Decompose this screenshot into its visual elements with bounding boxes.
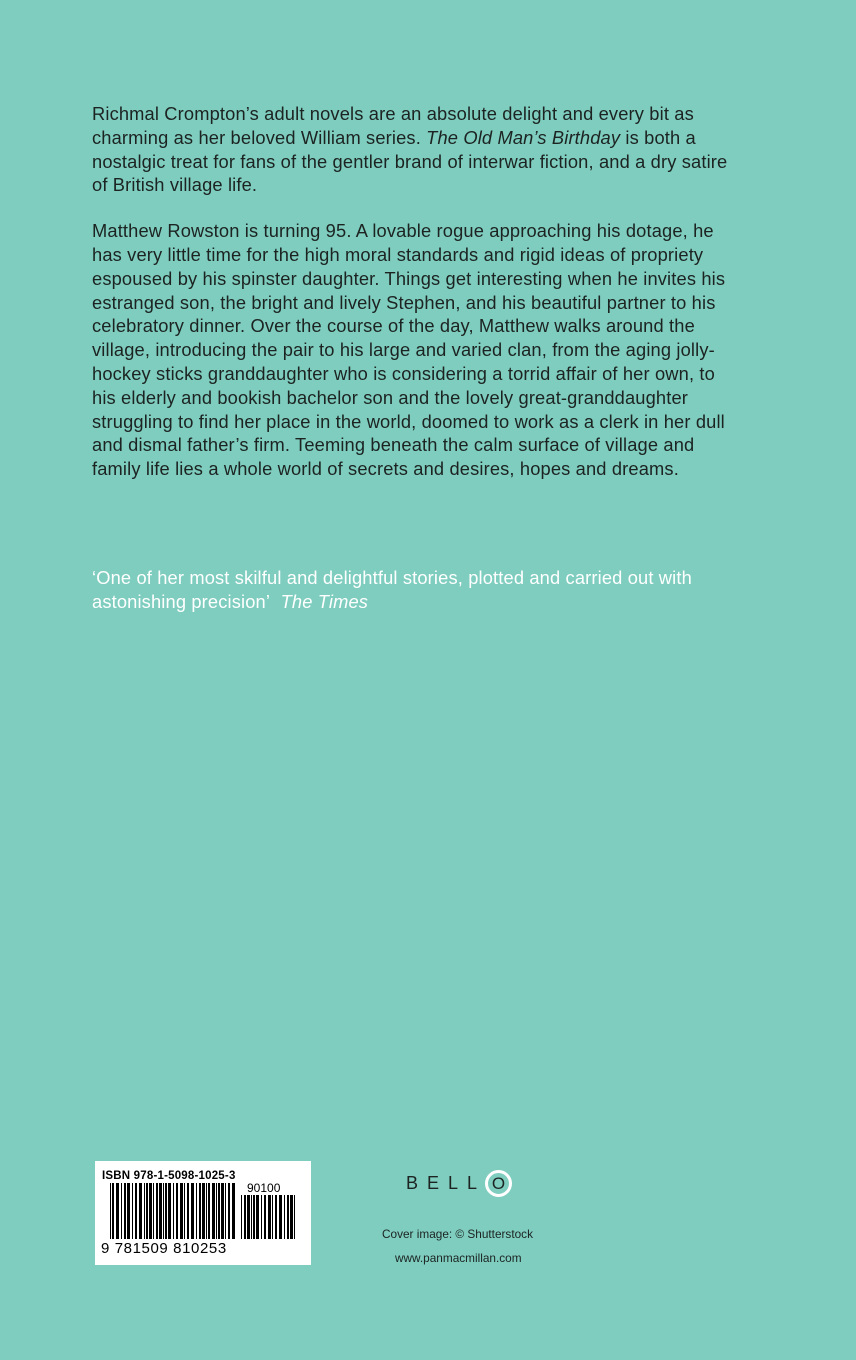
barcode-stripe <box>112 1183 114 1239</box>
isbn-label: ISBN 978-1-5098-1025-3 <box>102 1170 236 1182</box>
barcode-stripe <box>196 1183 197 1239</box>
barcode-stripe <box>208 1183 210 1239</box>
blurb-p1-start: Richmal Crompton’s adult novels are an absolute delight and every bit as charming as her beloved William series. <box>92 103 694 148</box>
barcode-stripe <box>244 1195 246 1239</box>
blurb-paragraph-1 <box>92 102 732 197</box>
barcode-stripe <box>173 1183 174 1239</box>
barcode-stripe <box>206 1183 207 1239</box>
review-quote <box>92 566 732 614</box>
barcode-stripe <box>163 1183 164 1239</box>
logo-o-letter: O <box>491 1173 506 1193</box>
book-title: The Old Man’s Birthday <box>426 126 621 148</box>
barcode-stripe <box>191 1183 194 1239</box>
logo-o-circle-icon <box>485 1170 512 1197</box>
barcode-stripe <box>264 1195 266 1239</box>
barcode-stripe <box>110 1183 111 1239</box>
publisher-logo <box>406 1166 512 1200</box>
barcode-stripe <box>202 1183 205 1239</box>
barcode-stripe <box>139 1183 142 1239</box>
barcode-addon-bars <box>241 1195 297 1239</box>
barcode-stripe <box>121 1183 122 1239</box>
barcode-stripe <box>149 1183 152 1239</box>
barcode-stripe <box>135 1183 137 1239</box>
barcode-stripe <box>253 1195 255 1239</box>
barcode-stripe <box>168 1183 171 1239</box>
barcode-stripe <box>287 1195 289 1239</box>
barcode-stripe <box>272 1195 273 1239</box>
barcode-stripe <box>228 1183 230 1239</box>
barcode-stripe <box>180 1183 183 1239</box>
isbn-barcode <box>95 1161 311 1265</box>
barcode-stripe <box>165 1183 167 1239</box>
blurb <box>92 102 732 503</box>
barcode-stripe <box>294 1195 295 1239</box>
barcode-stripe <box>146 1183 148 1239</box>
barcode-stripe <box>268 1195 271 1239</box>
barcode-stripe <box>256 1195 259 1239</box>
barcode-stripe <box>184 1183 185 1239</box>
publisher-website: www.panmacmillan.com <box>395 1251 522 1265</box>
barcode-stripe <box>261 1195 262 1239</box>
barcode-stripe <box>225 1183 226 1239</box>
barcode-stripe <box>218 1183 220 1239</box>
barcode-stripe <box>127 1183 130 1239</box>
barcode-stripe <box>221 1183 224 1239</box>
barcode-stripe <box>241 1195 242 1239</box>
barcode-stripe <box>290 1195 293 1239</box>
barcode-stripe <box>132 1183 133 1239</box>
barcode-stripe <box>216 1183 217 1239</box>
barcode-stripe <box>251 1195 252 1239</box>
quote-source: The Times <box>280 590 369 612</box>
barcode-digits: 9 781509 810253 <box>101 1240 227 1257</box>
blurb-paragraph-2: Matthew Rowston is turning 95. A lovable rogue approaching his dotage, he has very little time for the high moral standards and rigid ideas of propriety espoused by his spinster daughter. Things get interesting when he invites his estranged son, the bright and lively Stephen, and his beautiful partner to his celebratory dinner. Over the course of the day, Matthew walks around the village, introducing the pair to his large and varied clan, from the aging jolly-hockey sticks granddaughter who is considering a torrid affair of her own, to his elderly and bookish bachelor son and the lovely great-granddaughter struggling to find her place in the world, doomed to work as a clerk in her dull and dismal father’s firm. Teeming beneath the calm surface of village and family life lies a whole world of secrets and desires, hopes and dreams. <box>92 220 726 480</box>
blurb-p1-end: is both a nostalgic treat for fans of the gentler brand of interwar fiction, and a dry satire of British village life. <box>92 126 728 196</box>
barcode-stripe <box>153 1183 154 1239</box>
barcode-bars <box>110 1183 236 1239</box>
barcode-stripe <box>247 1195 250 1239</box>
barcode-stripe <box>159 1183 162 1239</box>
logo-letters: BELL <box>406 1172 487 1193</box>
barcode-stripe <box>144 1183 145 1239</box>
barcode-stripe <box>176 1183 178 1239</box>
barcode-stripe <box>284 1195 285 1239</box>
barcode-stripe <box>275 1195 277 1239</box>
barcode-stripe <box>187 1183 189 1239</box>
cover-credit: Cover image: © Shutterstock <box>382 1227 533 1241</box>
barcode-stripe <box>199 1183 201 1239</box>
price-code: 90100 <box>247 1181 281 1195</box>
quote-text: ‘One of her most skilful and delightful stories, plotted and carried out with astonishing precision’ <box>92 567 692 612</box>
barcode-stripe <box>212 1183 215 1239</box>
barcode-stripe <box>156 1183 158 1239</box>
barcode-stripe <box>116 1183 119 1239</box>
barcode-stripe <box>124 1183 126 1239</box>
barcode-stripe <box>232 1183 235 1239</box>
barcode-stripe <box>279 1195 282 1239</box>
